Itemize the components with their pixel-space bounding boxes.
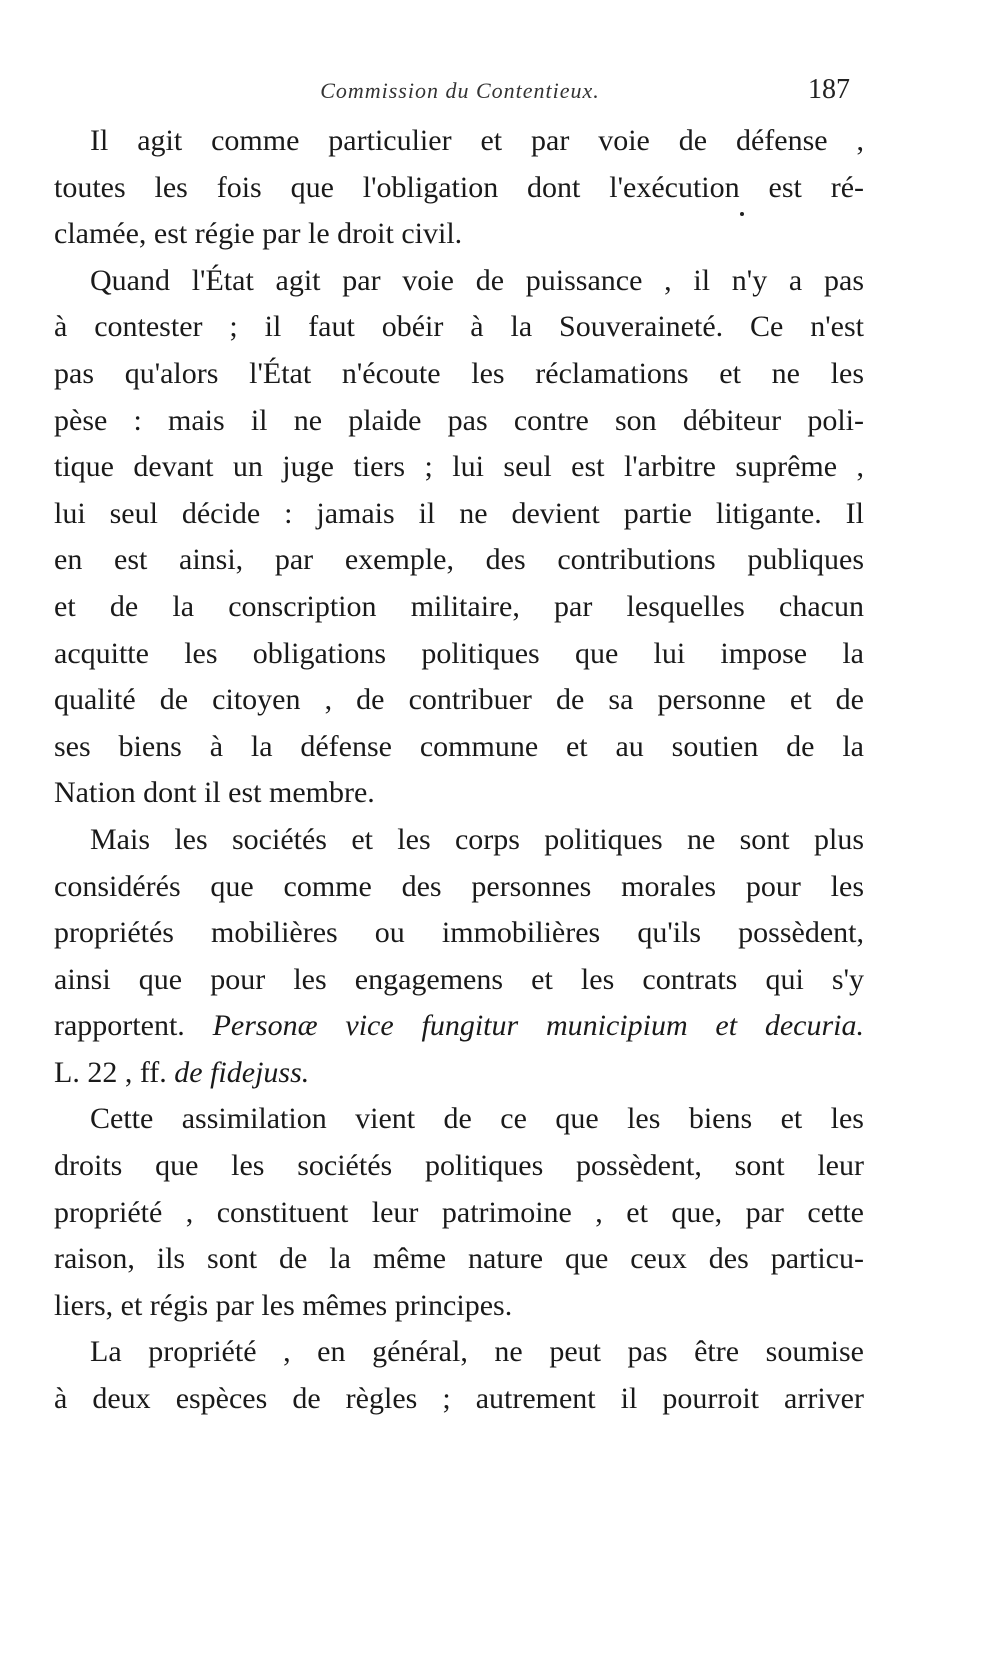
text-line: clamée, est régie par le droit civil.	[54, 217, 463, 251]
citation-line	[54, 1050, 864, 1097]
text-line: propriétés mobilières ou immobilières qu'ils possèdent,	[54, 916, 864, 950]
text-line: Mais les sociétés et les corps politiques ne sont plus	[90, 822, 864, 856]
text-line: toutes les fois que l'obligation dont l'exécution est ré-	[54, 170, 864, 204]
text-line: La propriété , en général, ne peut pas être soumise	[90, 1335, 864, 1369]
text-line: ainsi que pour les engagemens et les contrats qui s'y	[54, 962, 864, 996]
body-text	[54, 118, 864, 1423]
text-line: liers, et régis par les mêmes principes.	[54, 1288, 513, 1322]
page-number: 187	[808, 74, 850, 105]
text-line: propriété , constituent leur patrimoine , et que, par cette	[54, 1195, 864, 1229]
text-line: tique devant un juge tiers ; lui seul est l'arbitre suprême ,	[54, 450, 864, 484]
citation-reference: L. 22 , ff.	[54, 1055, 175, 1089]
quotation-lead: rapportent.	[54, 1009, 213, 1043]
text-line: et de la conscription militaire, par lesquelles chacun	[54, 589, 864, 623]
text-line: en est ainsi, par exemple, des contributions publiques	[54, 543, 864, 577]
text-line: pas qu'alors l'État n'écoute les réclamations et ne les	[54, 356, 864, 390]
text-line: pèse : mais il ne plaide pas contre son débiteur poli-	[54, 403, 864, 437]
text-line: acquitte les obligations politiques que lui impose la	[54, 636, 864, 670]
latin-quotation: Personæ vice fungitur municipium et decuria.	[212, 1009, 864, 1043]
text-line: ses biens à la défense commune et au soutien de la	[54, 729, 864, 763]
text-line: Quand l'État agit par voie de puissance , il n'y a pas	[90, 263, 864, 297]
text-line: Il agit comme particulier et par voie de défense ,	[90, 124, 864, 157]
text-line: lui seul décide : jamais il ne devient partie litigante. Il	[54, 496, 864, 530]
text-line: raison, ils sont de la même nature que ceux des particu-	[54, 1242, 864, 1276]
text-line: à contester ; il faut obéir à la Souveraineté. Ce n'est	[54, 310, 864, 344]
text-line: considérés que comme des personnes morales pour les	[54, 869, 864, 903]
citation-source: de fidejuss.	[174, 1055, 310, 1089]
text-line: Cette assimilation vient de ce que les biens et les	[90, 1102, 864, 1136]
text-line: à deux espèces de règles ; autrement il pourroit arriver	[54, 1382, 864, 1416]
text-line: Nation dont il est membre.	[54, 776, 375, 810]
text-line: qualité de citoyen , de contribuer de sa personne et de	[54, 683, 864, 717]
running-title: Commission du Contentieux.	[320, 78, 600, 103]
text-line: droits que les sociétés politiques possèdent, sont leur	[54, 1149, 864, 1183]
text-line-with-quotation	[54, 1003, 864, 1050]
